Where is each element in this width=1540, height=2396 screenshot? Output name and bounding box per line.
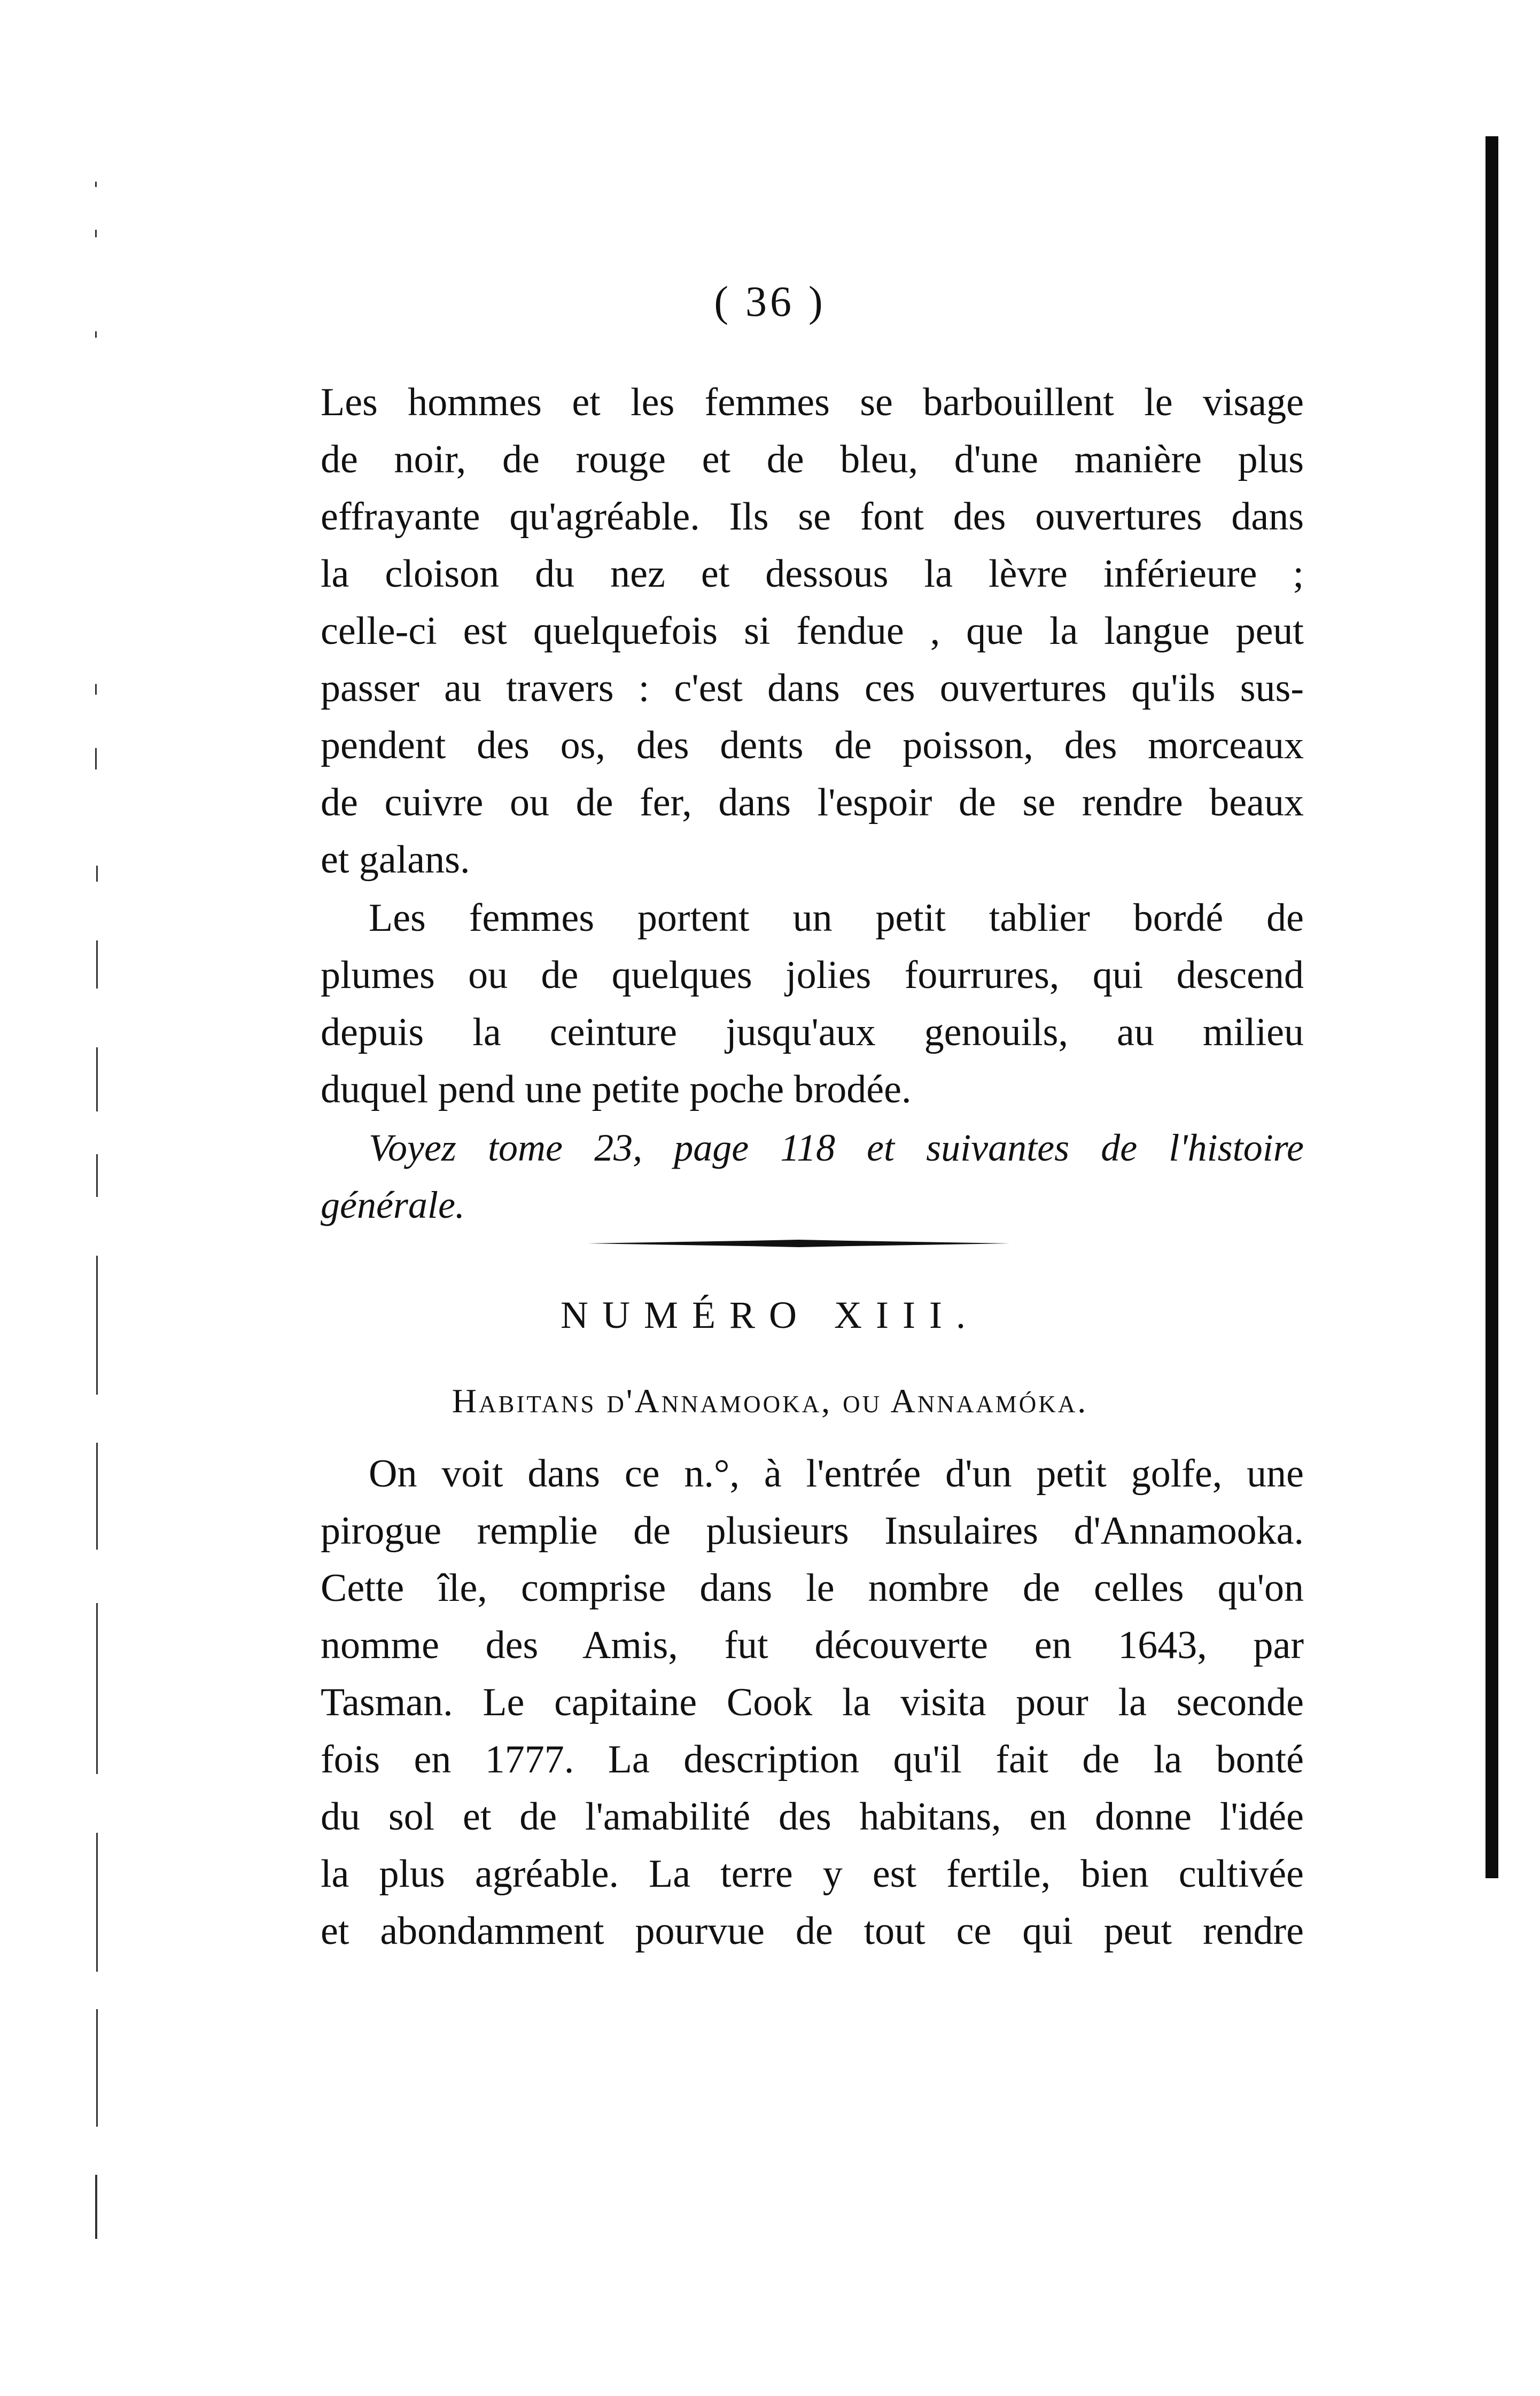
text-line: Les hommes et les femmes se barbouillent le visage	[321, 380, 1304, 424]
paragraph-face-paint	[321, 374, 1304, 889]
scan-edge-bar	[1485, 136, 1498, 1878]
text-line: de cuivre ou de fer, dans l'espoir de se rendre beaux	[321, 781, 1304, 824]
text-line: pirogue remplie de plusieurs Insulaires d'Annamooka.	[321, 1509, 1304, 1553]
reference-note	[321, 1119, 1304, 1234]
text-line: de noir, de rouge et de bleu, d'une manière plus	[321, 438, 1304, 481]
text-line: effrayante qu'agréable. Ils se font des ouvertures dans	[321, 495, 1304, 539]
text-line: nomme des Amis, fut découverte en 1643, par	[321, 1623, 1304, 1667]
text-line: Tasman. Le capitaine Cook la visita pour la seconde	[321, 1681, 1304, 1724]
page-number: ( 36 )	[714, 278, 826, 325]
text-line: et abondamment pourvue de tout ce qui peut rendre	[321, 1909, 1304, 1953]
text-line: fois en 1777. La description qu'il fait de la bonté	[321, 1738, 1304, 1782]
text-line: plumes ou de quelques jolies fourrures, qui descend	[321, 953, 1304, 997]
section-heading: NUMÉRO XIII.	[561, 1294, 979, 1336]
text-line: du sol et de l'amabilité des habitans, en donne l'idée	[321, 1795, 1304, 1839]
text-line: la cloison du nez et dessous la lèvre inférieure ;	[321, 552, 1304, 596]
text-line: Cette île, comprise dans le nombre de celles qu'on	[321, 1566, 1304, 1610]
section-subheading: Habitans d'Annamooka, ou Annaamóka.	[452, 1382, 1088, 1420]
text-line: Les femmes portent un petit tablier bordé de	[369, 896, 1304, 940]
text-line: la plus agréable. La terre y est fertile, bien cultivée	[321, 1852, 1304, 1896]
text-line: pendent des os, des dents de poisson, des morceaux	[321, 724, 1304, 767]
paragraph-annamooka	[321, 1445, 1304, 1960]
binding-edge-marks	[80, 107, 112, 2298]
text-line: celle-ci est quelquefois si fendue , que la langue peut	[321, 609, 1304, 653]
text-line: générale.	[321, 1184, 465, 1226]
section-divider	[588, 1240, 1010, 1247]
paragraph-apron	[321, 890, 1304, 1118]
text-line: On voit dans ce n.°, à l'entrée d'un petit golfe, une	[369, 1452, 1304, 1496]
text-line: passer au travers : c'est dans ces ouvertures qu'ils sus-	[321, 666, 1304, 710]
text-line: duquel pend une petite poche brodée.	[321, 1068, 912, 1111]
text-line: Voyez tome 23, page 118 et suivantes de l'histoire	[369, 1126, 1304, 1169]
text-line: et galans.	[321, 838, 470, 882]
text-line: depuis la ceinture jusqu'aux genouils, au milieu	[321, 1010, 1304, 1054]
